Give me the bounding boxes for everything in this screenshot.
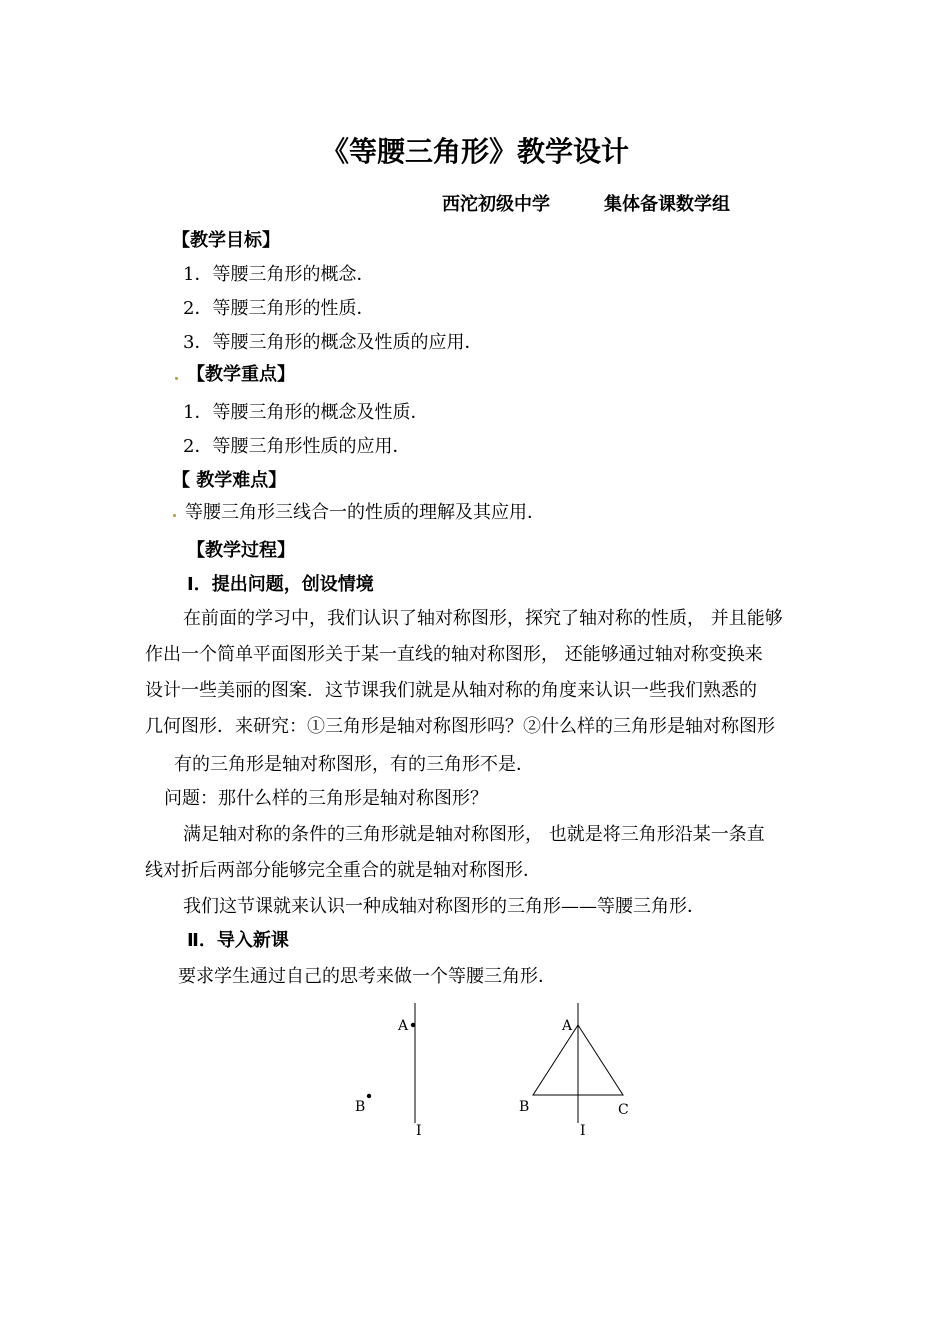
mark-dot xyxy=(175,377,178,380)
goals-heading: 【教学目标】 xyxy=(172,230,280,251)
paragraph-line: 在前面的学习中，我们认识了轴对称图形，探究了轴对称的性质， 并且能够 xyxy=(183,608,783,629)
label-a: A xyxy=(398,1018,409,1034)
paragraph-line: 有的三角形是轴对称图形，有的三角形不是． xyxy=(174,754,534,775)
key-points-heading: 【教学重点】 xyxy=(187,364,295,385)
section2-heading: Ⅱ．导入新课 xyxy=(187,930,289,951)
goal-item: 1．等腰三角形的概念． xyxy=(183,264,375,285)
key-point-item: 1．等腰三角形的概念及性质． xyxy=(183,402,429,423)
paragraph-line: 满足轴对称的条件的三角形就是轴对称图形， 也就是将三角形沿某一条直 xyxy=(183,824,765,845)
paragraph-line: 我们这节课就来认识一种成轴对称图形的三角形——等腰三角形． xyxy=(183,896,705,917)
paragraph-line: 几何图形．来研究：①三角形是轴对称图形吗？②什么样的三角形是轴对称图形 xyxy=(145,716,775,737)
paragraph-line: 要求学生通过自己的思考来做一个等腰三角形． xyxy=(178,966,556,987)
point-b xyxy=(367,1094,371,1098)
difficulty-text: 等腰三角形三线合一的性质的理解及其应用． xyxy=(185,502,545,523)
label-line: I xyxy=(416,1123,422,1139)
key-point-item: 2．等腰三角形性质的应用． xyxy=(183,436,411,457)
goal-item: 3．等腰三角形的概念及性质的应用． xyxy=(183,332,483,353)
label-b: B xyxy=(519,1099,530,1115)
section1-heading: Ⅰ．提出问题，创设情境 xyxy=(187,574,374,595)
paragraph-line: 设计一些美丽的图案．这节课我们就是从轴对称的角度来认识一些我们熟悉的 xyxy=(145,680,757,701)
difficulty-heading: 【 教学难点】 xyxy=(172,470,287,491)
question-line: 问题：那什么样的三角形是轴对称图形？ xyxy=(164,788,488,809)
mark-dot xyxy=(173,514,176,517)
label-line: I xyxy=(580,1123,586,1139)
geometry-figure xyxy=(340,995,660,1145)
label-a: A xyxy=(562,1018,573,1034)
author-school: 西沱初级中学 xyxy=(442,194,550,215)
document-title: 《等腰三角形》教学设计 xyxy=(320,135,629,168)
label-c: C xyxy=(618,1102,629,1118)
author-group: 集体备课数学组 xyxy=(604,194,730,215)
paragraph-line: 线对折后两部分能够完全重合的就是轴对称图形． xyxy=(145,860,541,881)
label-b: B xyxy=(355,1099,366,1115)
process-heading: 【教学过程】 xyxy=(187,540,295,561)
paragraph-line: 作出一个简单平面图形关于某一直线的轴对称图形， 还能够通过轴对称变换来 xyxy=(145,644,763,665)
goal-item: 2．等腰三角形的性质． xyxy=(183,298,375,319)
point-a xyxy=(411,1023,415,1027)
